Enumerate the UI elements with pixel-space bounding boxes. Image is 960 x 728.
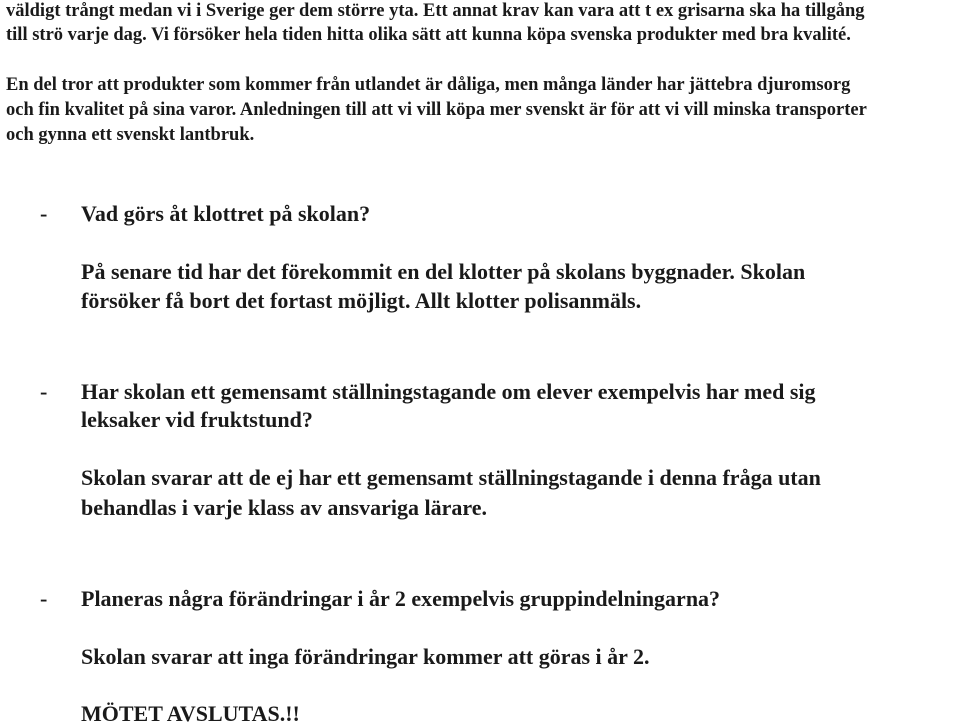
section-3-answer: Skolan svarar att inga förändringar kommer att göras i år 2. bbox=[81, 644, 650, 669]
section-1-answer-line-1: På senare tid har det förekommit en del klotter på skolans byggnader. Skolan bbox=[81, 259, 806, 284]
intro-p2-line-2: och fin kvalitet på sina varor. Anledningen till att vi vill köpa mer svenskt är för att vi vill minska transporter bbox=[6, 100, 867, 120]
section-2-dash: - bbox=[40, 379, 48, 404]
section-2-answer-line-2: behandlas i varje klass av ansvariga lärare. bbox=[81, 495, 488, 520]
section-1-dash: - bbox=[40, 201, 48, 226]
section-2-answer-line-1: Skolan svarar att de ej har ett gemensamt ställningstagande i denna fråga utan bbox=[81, 465, 821, 490]
section-2-question-line-1: Har skolan ett gemensamt ställningstagande om elever exempelvis har med sig bbox=[81, 379, 816, 404]
intro-p2-line-3: och gynna ett svenskt lantbruk. bbox=[6, 125, 255, 145]
section-2-question-line-2: leksaker vid fruktstund? bbox=[81, 407, 313, 432]
section-1-question: Vad görs åt klottret på skolan? bbox=[81, 201, 371, 226]
intro-p1-line-2: till strö varje dag. Vi försöker hela tiden hitta olika sätt att kunna köpa svenska produkter med bra kvalité. bbox=[6, 25, 851, 45]
closing-statement: MÖTET AVSLUTAS.!! bbox=[81, 701, 300, 726]
section-3-question: Planeras några förändringar i år 2 exempelvis gruppindelningarna? bbox=[81, 586, 721, 611]
intro-p1-line-1: väldigt trångt medan vi i Sverige ger dem större yta. Ett annat krav kan vara att t ex grisarna ska ha tillgång bbox=[6, 1, 865, 21]
section-1-answer-line-2: försöker få bort det fortast möjligt. Allt klotter polisanmäls. bbox=[81, 288, 642, 313]
intro-p2-line-1: En del tror att produkter som kommer från utlandet är dåliga, men många länder har jättebra djuromsorg bbox=[6, 75, 851, 95]
section-3-dash: - bbox=[40, 586, 48, 611]
